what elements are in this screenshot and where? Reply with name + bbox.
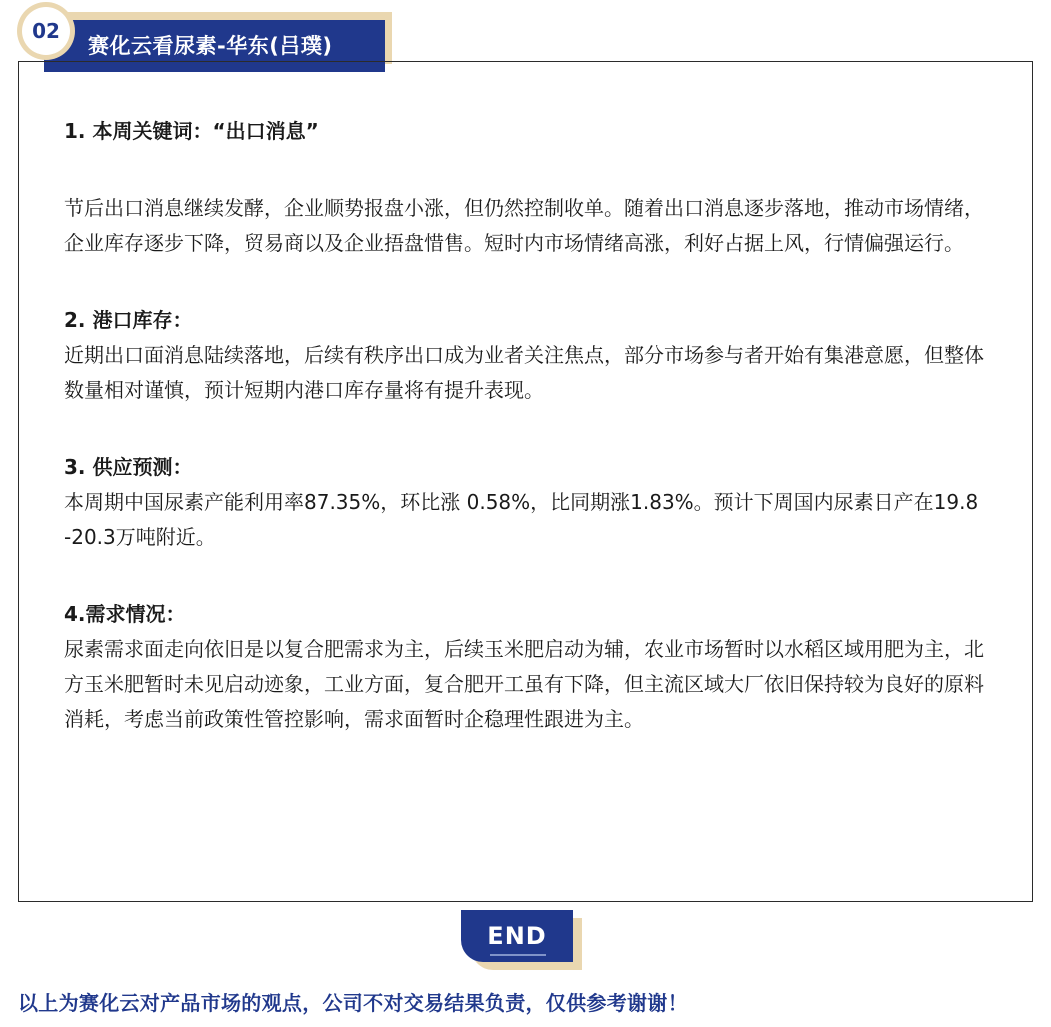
section-paragraph: 尿素需求面走向依旧是以复合肥需求为主，后续玉米肥启动为辅，农业市场暂时以水稻区域用肥为主，北方玉米肥暂时未见启动迹象，工业方面，复合肥开工虽有下降，但主流区域大厂依旧保持较为良好的原料消耗，考虑当前政策性管控影响，需求面暂时企稳理性跟进为主。 bbox=[64, 637, 984, 731]
section-keyword bbox=[64, 114, 994, 261]
section-heading: 3. 供应预测： bbox=[64, 455, 193, 479]
section-port-inventory bbox=[64, 303, 994, 408]
section-supply-forecast bbox=[64, 450, 994, 555]
end-underline bbox=[490, 954, 546, 956]
section-number: 02 bbox=[22, 7, 70, 55]
section-title: 赛化云看尿素-华东(吕璞) bbox=[88, 34, 333, 58]
section-heading: 1. 本周关键词：“出口消息” bbox=[64, 119, 319, 143]
article-body bbox=[64, 114, 994, 737]
section-paragraph: 节后出口消息继续发酵，企业顺势报盘小涨，但仍然控制收单。随着出口消息逐步落地，推动市场情绪，企业库存逐步下降，贸易商以及企业捂盘惜售。短时内市场情绪高涨，利好占据上风，行情偏强运行。 bbox=[64, 196, 984, 255]
section-paragraph: 近期出口面消息陆续落地，后续有秩序出口成为业者关注焦点，部分市场参与者开始有集港意愿，但整体数量相对谨慎，预计短期内港口库存量将有提升表现。 bbox=[64, 343, 984, 402]
section-paragraph: 本周期中国尿素产能利用率87.35%，环比涨 0.58%，比同期涨1.83%。预计下周国内尿素日产在19.8 -20.3万吨附近。 bbox=[64, 490, 979, 549]
footer-disclaimer: 以上为赛化云对产品市场的观点，公司不对交易结果负责，仅供参考谢谢！ bbox=[18, 991, 688, 1015]
section-demand bbox=[64, 597, 994, 737]
section-heading: 4.需求情况： bbox=[64, 602, 186, 626]
section-heading: 2. 港口库存： bbox=[64, 308, 193, 332]
end-badge: END bbox=[461, 910, 573, 962]
